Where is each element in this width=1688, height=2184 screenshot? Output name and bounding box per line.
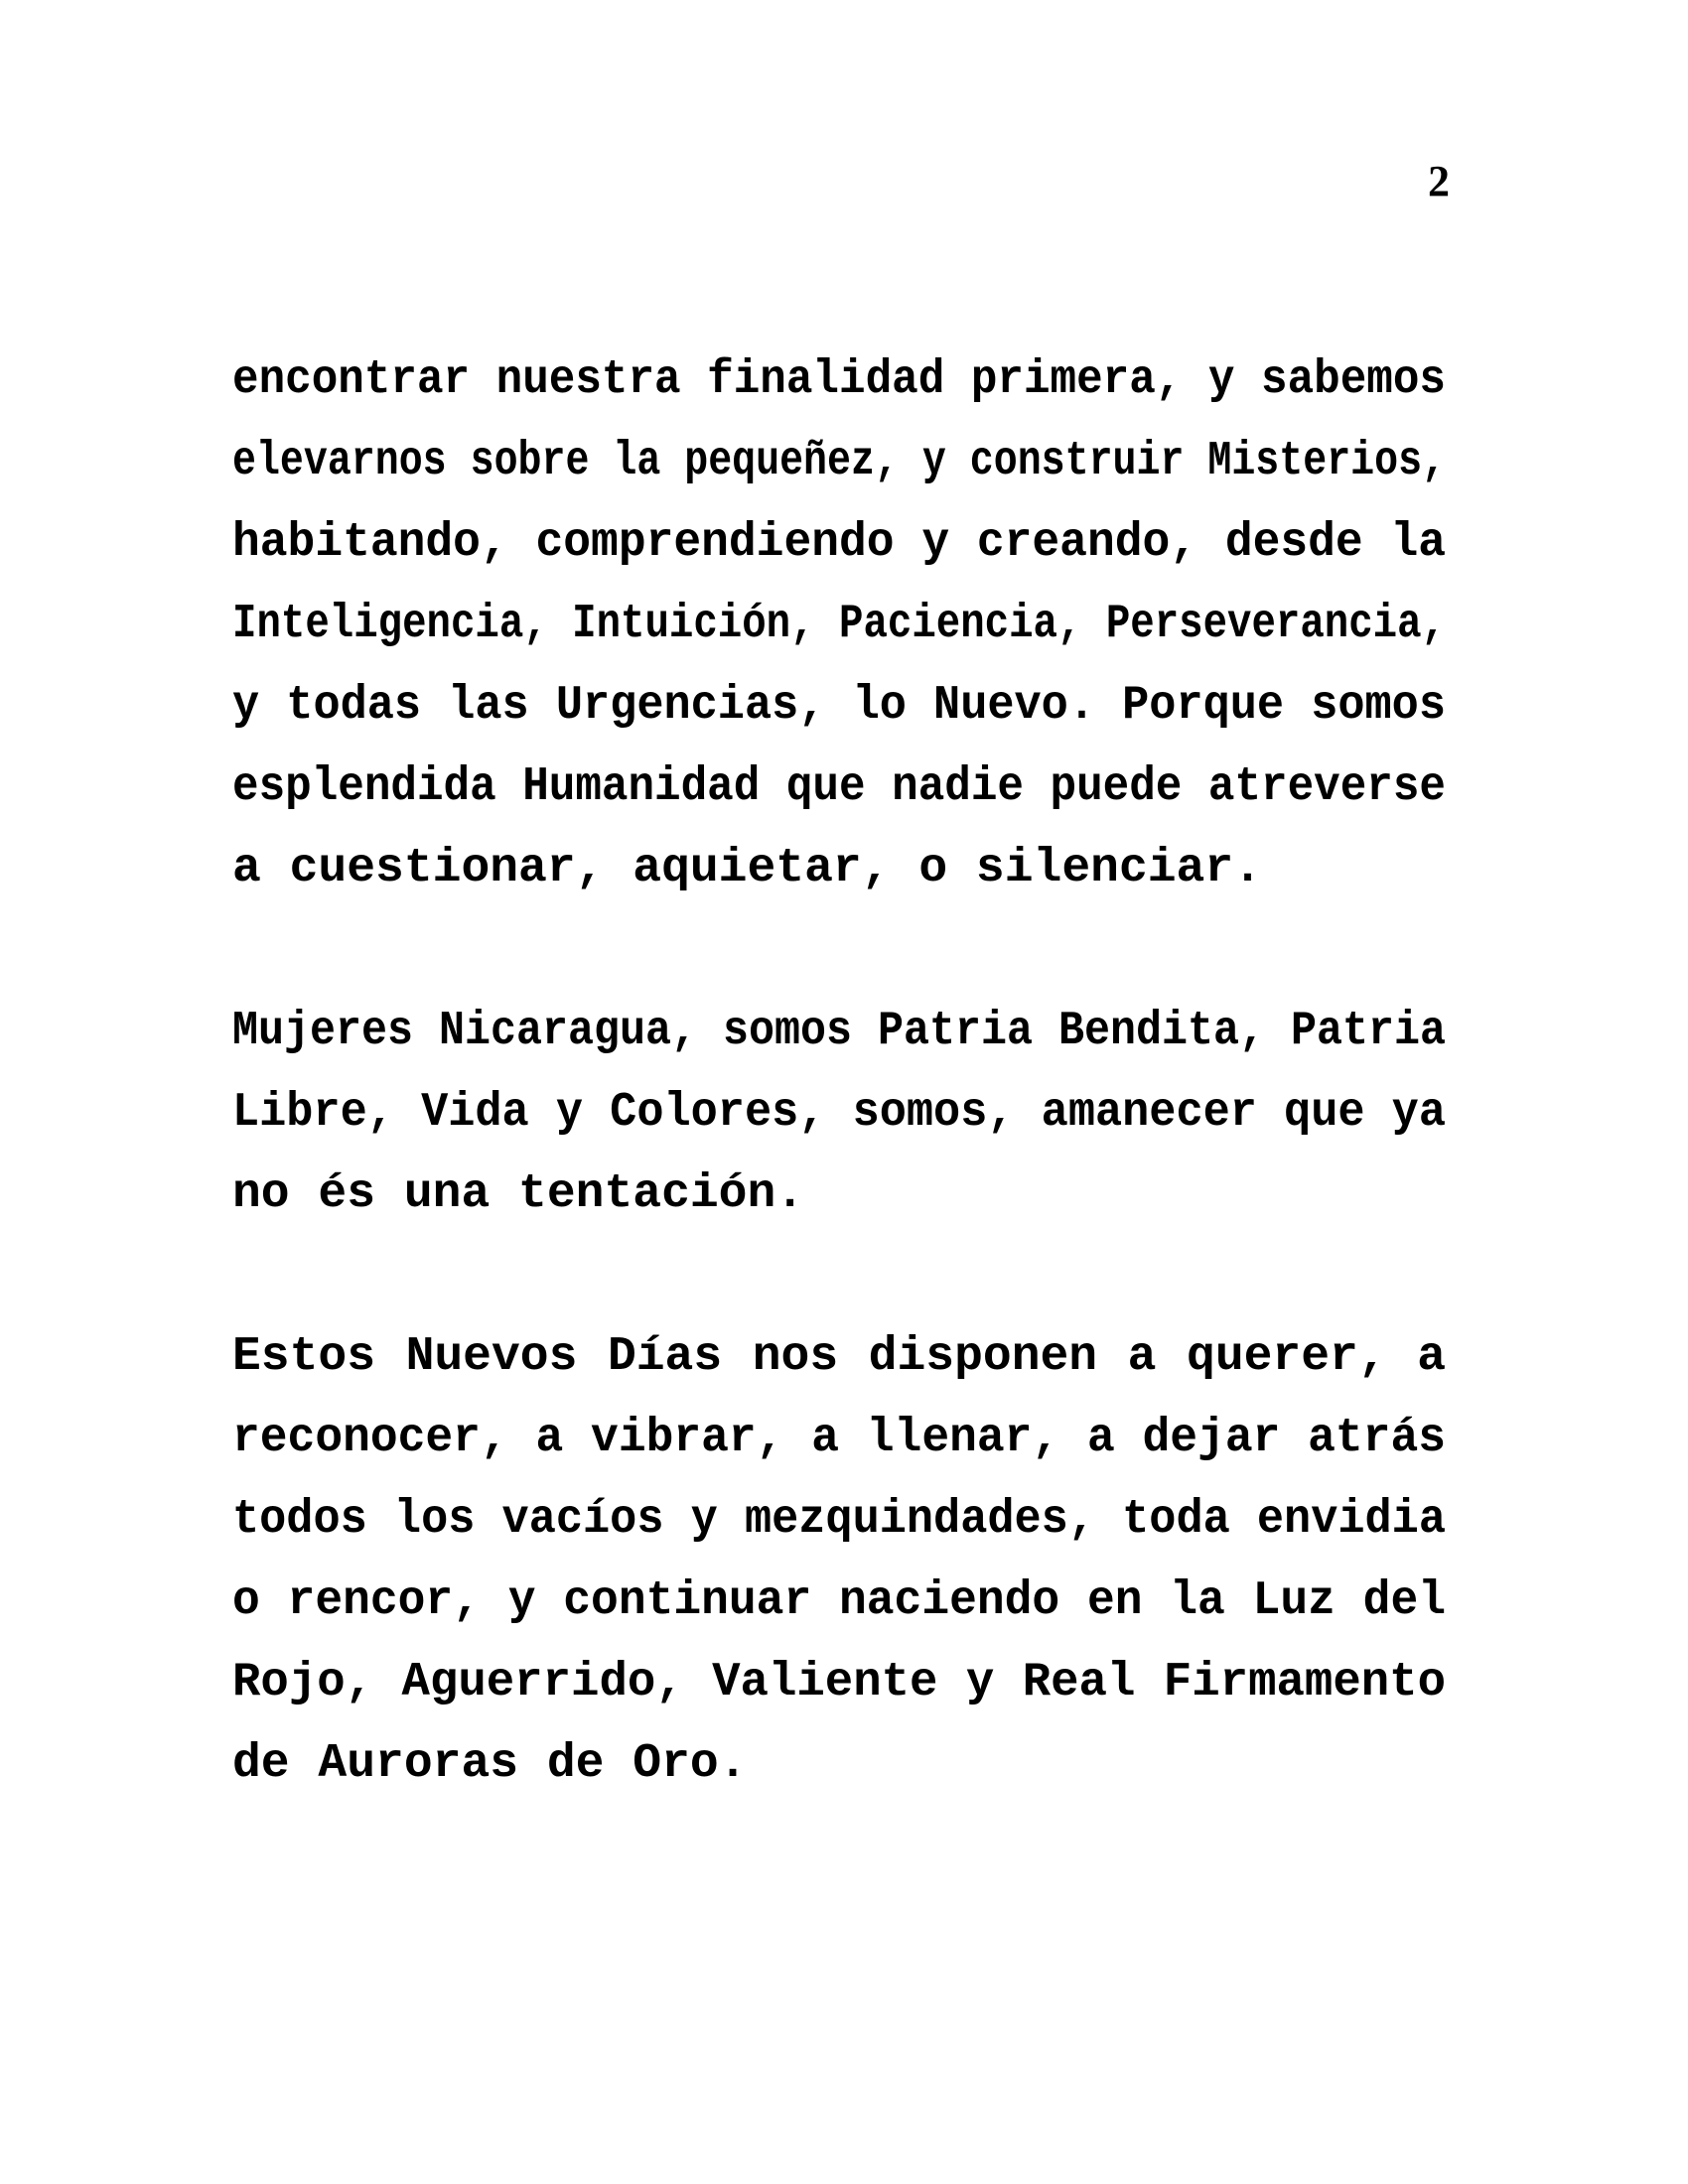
text-line: Inteligencia, Intuición, Paciencia, Perseverancia, bbox=[232, 598, 1446, 651]
paragraph-1 bbox=[232, 340, 1446, 909]
text-line: a cuestionar, aquietar, o silenciar. bbox=[232, 842, 1262, 895]
paragraph-2 bbox=[232, 991, 1446, 1235]
paragraph-3 bbox=[232, 1316, 1446, 1805]
text-line: habitando, comprendiendo y creando, desde la bbox=[232, 516, 1446, 570]
text-line: y todas las Urgencias, lo Nuevo. Porque somos bbox=[232, 679, 1446, 733]
text-line: Mujeres Nicaragua, somos Patria Bendita, Patria bbox=[232, 1005, 1446, 1058]
text-line: Rojo, Aguerrido, Valiente y Real Firmamento bbox=[232, 1656, 1446, 1709]
document-body bbox=[232, 340, 1446, 1886]
page-number: 2 bbox=[1428, 157, 1450, 205]
text-line: todos los vacíos y mezquindades, toda envidia bbox=[232, 1493, 1446, 1547]
text-line: de Auroras de Oro. bbox=[232, 1737, 748, 1791]
text-line: o rencor, y continuar naciendo en la Luz del bbox=[232, 1574, 1446, 1628]
text-line: reconocer, a vibrar, a llenar, a dejar atrás bbox=[232, 1412, 1446, 1465]
text-line: encontrar nuestra finalidad primera, y sabemos bbox=[232, 353, 1446, 407]
text-line: Estos Nuevos Días nos disponen a querer, a bbox=[232, 1330, 1446, 1384]
text-line: Libre, Vida y Colores, somos, amanecer que ya bbox=[232, 1086, 1446, 1140]
text-line: esplendida Humanidad que nadie puede atreverse bbox=[232, 760, 1446, 814]
text-line: no és una tentación. bbox=[232, 1167, 805, 1221]
text-line: elevarnos sobre la pequeñez, y construir Misterios, bbox=[232, 435, 1446, 488]
